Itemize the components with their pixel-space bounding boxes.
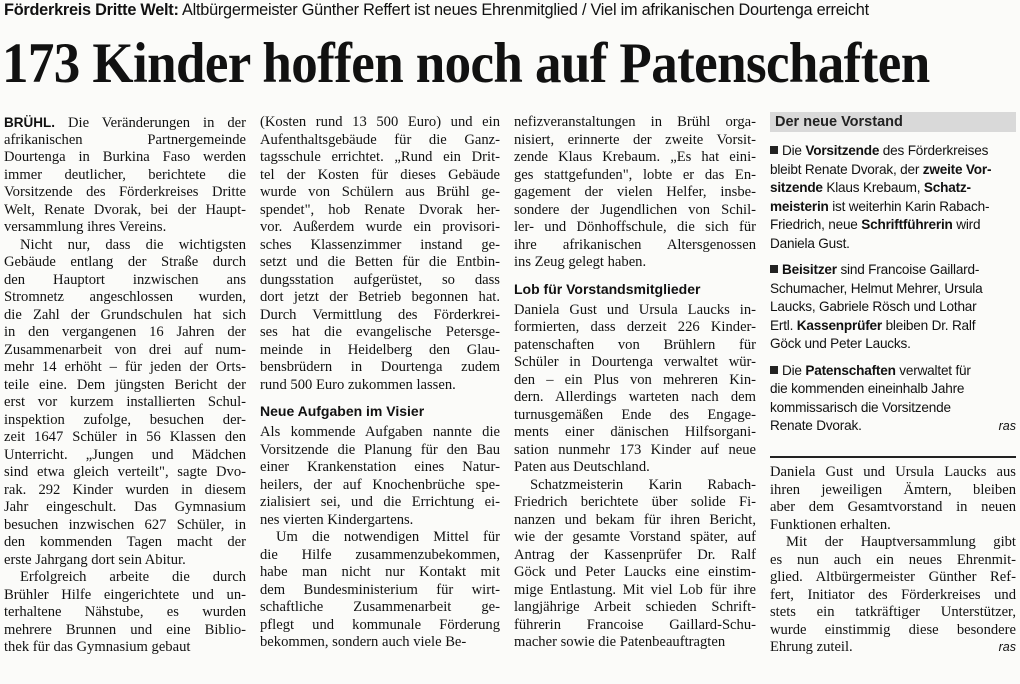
text-fragment: Ehrung zuteil. [770,639,853,655]
text-line: versammlung ihres Vereins. [4,219,167,235]
subheading: Lob für Vorstandsmitglieder [514,280,701,297]
text-line: tel der Kosten für dieses Gebäude [260,166,500,183]
text-fragment: Laucks, Gabriele Rösch und Lothar [770,299,977,314]
text-line: den kommenden Tagen macht der [4,534,246,550]
text-line: dort jetzt der Betrieb begonnen hat. [260,289,500,305]
bold-term: Schriftführerin [861,217,953,232]
info-box-title: Der neue Vorstand [770,112,1016,132]
bold-term: Schatz- [923,180,971,195]
text-line: ihren jeweiligen Ämtern, bleiben [770,481,1016,498]
text-line: pflegt und kommunale Förderung [260,616,500,633]
text-line: formierten, dass derzeit 226 Kinder- [514,319,756,335]
bold-term: sitzende [770,180,823,195]
text-line: stets ein tatkräftiger Unterstützer, [770,604,1016,620]
article-column-3 [514,114,756,680]
text-line: thek für das Gymnasium gebaut [4,639,191,655]
text-line: Friedrich berichtete über solide Fi- [514,494,756,510]
text-line: wurde einstimmig diese besondere [770,621,1016,638]
text-line: zialisiert sei, und die Errichtung ei- [260,494,500,510]
text-line: langjährige Arbeit schieden Schrift- [514,599,756,615]
text-line: rund 500 Euro zukommen lassen. [260,376,456,393]
text-line: rak. 292 Kinder wurden in diesem [4,481,246,498]
info-box-line [770,216,1016,235]
bullet-square-icon [770,366,778,374]
text-line: sondere der Jugendlichen von Schil- [514,201,756,218]
text-fragment: ist weiterhin Karin Rabach- [828,198,990,214]
text-line: Zusammenarbeit von drei auf num- [4,341,246,358]
article-column-2 [260,114,500,680]
info-box-line [770,235,1016,254]
bold-term: zweite Vor- [922,161,992,177]
text-line: wie der gesamte Vorstand später, auf [514,529,756,545]
text-fragment: kommissarisch die Vorsitzende [770,399,951,415]
text-line: ins Zeug gelegt haben. [514,254,647,270]
info-box-line [770,280,1016,299]
text-line: setzt und die Betten für die Entbin- [260,254,500,270]
text-fragment: Göck und Peter Laucks. [770,336,911,351]
dateline: BRÜHL. [4,115,55,130]
info-box-line [770,142,1016,161]
text-fragment: Klaus Krebaum, [822,180,924,195]
text-line: Stromnetz angeschlossen wurden, [4,289,246,305]
text-line: Vorsitzende des Förderkreises Dritte [4,184,246,200]
text-line: den – ein Plus von mehreren Kin- [514,371,756,388]
info-box-line [770,179,1016,198]
text-line: sation nunmehr 173 Kinder auf neue [514,441,756,458]
text-line: wurde von Schülern aus Brühl ge- [260,184,500,200]
text-line: Paten aus Deutschland. [514,459,650,475]
text-line: dern. Allerdings warteten nach dem [514,389,756,405]
text-line: heilers, der auf Knochenbrüche spe- [260,476,500,493]
bullet-square-icon [770,146,778,154]
article-column-1 [4,114,246,680]
text-line: ihre afrikanischen Altersgenossen [514,236,756,253]
author-signature: ras [998,419,1016,433]
text-line: ses hat die evangelische Petersge- [260,324,500,340]
text-line: immer deutlicher, berichtete die [4,166,246,183]
info-box-line [770,417,1016,436]
text-line: fert, Initiator des Förderkreises und [770,586,1016,603]
text-line: zende Klaus Krebaum. „Es hat eini- [514,149,756,165]
text-line: Aufenthaltsgebäude für die Ganz- [260,131,500,148]
text-fragment: Die [782,143,806,158]
info-box-paragraph [770,142,1016,253]
kicker-label: Förderkreis Dritte Welt: [4,1,179,19]
text-line: Gebäude entlang der Straße durch [4,254,246,270]
box-divider [770,456,1016,458]
text-line: macher sowie die Patenbeauftragten [514,634,726,650]
text-line: Daniela Gust und Ursula Laucks aus [770,464,1016,480]
text-line: nefizveranstaltungen in Brühl orga- [514,114,756,130]
text-fragment: Renate Dvorak. [770,418,862,433]
text-line: turnusgemäßen Ende des Engage- [514,406,756,423]
info-box-line [770,298,1016,317]
info-box-paragraph [770,261,1016,354]
text-line: Um die notwendigen Mittel für [276,529,500,545]
bold-term: Patenschaften [805,362,896,378]
text-line: einer Krankenstation eines Natur- [260,459,500,475]
text-line: Unterricht. „Jungen und Mädchen [4,446,246,463]
text-line: teile eine. Dem jüngsten Bericht der [4,376,246,393]
text-line: ler- und Dönhoffschule, die sich für [514,219,756,235]
text-line: Brühler Hilfe eingerichtete und un- [4,586,246,603]
text-fragment: Die Veränderungen in der [55,115,246,131]
text-line: dungsstation aufgerüstet, so dass [260,271,500,288]
text-line: Schatzmeisterin Karin Rabach- [530,476,756,493]
text-fragment: bleiben Dr. Ralf [882,317,976,333]
subheading: Neue Aufgaben im Visier [260,403,425,419]
text-line: zeit 1647 Schüler in 56 Klassen den [4,429,246,445]
text-line: afrikanischen Partnergemeinde [4,131,246,148]
text-line: ges stattgefunden", lobte er das En- [514,166,756,183]
text-line: Welt, Renate Dvorak, bei der Haupt- [4,201,246,218]
text-line: bekommen, sondern auch viele Be- [260,634,467,650]
text-line: bensbrüdern in Dourtenga zudem [260,359,500,375]
bold-term: Beisitzer [782,262,837,277]
text-line [4,114,246,132]
bullet-square-icon [770,265,778,273]
info-box-line [770,399,1016,418]
kicker-line [4,0,1016,20]
info-box-line [770,198,1016,217]
text-line: tagsschule errichtet. „Rund ein Drit- [260,149,500,165]
text-fragment: Ertl. [770,317,797,333]
text-line: Mit der Hauptversammlung gibt [786,534,1016,550]
bold-term: meisterin [770,198,829,214]
text-line: ments einer dänischen Hilfsorgani- [514,424,756,440]
text-line: Nicht nur, dass die wichtigsten [20,236,246,253]
text-line: mige Entlastung. Mit viel Lob für ihre [514,581,756,598]
info-box-line [770,261,1016,280]
text-line: Daniela Gust und Ursula Laucks in- [514,301,756,318]
text-line: meinde in Heidelberg den Glau- [260,341,500,358]
text-line: führerin Francoise Gaillard-Schu- [514,616,756,633]
bold-term: Vorsitzende [805,143,880,158]
text-line: nisiert, erinnerte der zweite Vorsit- [514,131,756,148]
text-line: erste Jahrgang dort sein Abitur. [4,551,186,568]
text-fragment: des Förderkreises [879,143,989,158]
text-line: es nun auch ein neues Ehrenmit- [770,551,1016,568]
text-line: aber dem Gesamtvorstand in neuen [770,499,1016,515]
article-column-4 [770,464,1016,680]
text-line: spendet", hob Renate Dvorak her- [260,201,500,218]
info-box-board [770,112,1016,448]
text-line: patenschaften von Brühlern für [514,336,756,353]
text-line: den Hauptort inzwischen ans [4,271,246,288]
text-line: Jahr eingeschult. Das Gymnasium [4,499,246,515]
text-fragment: Friedrich, neue [770,217,862,232]
info-box-line [770,335,1016,354]
text-line [770,639,1016,657]
text-line: sches Klassenzimmer instand ge- [260,236,500,253]
text-fragment: verwaltet für [895,362,971,378]
info-box-line [770,161,1016,180]
text-line: nes vierten Kindergartens. [260,511,414,528]
kicker-text: Altbürgermeister Günther Reffert ist neues Ehrenmitglied / Viel im afrikanischen Dourtenga erreicht [178,1,869,19]
text-line: gagement der vielen Helfer, insbe- [514,184,756,200]
text-line: die Zahl der Grundschulen hat sich [4,306,246,323]
text-line: terhaltene Nähstube, es wurden [4,604,246,620]
text-line: Göck und Peter Laucks eine einstim- [514,564,756,580]
text-line: mehrere Brunnen und eine Biblio- [4,621,246,638]
text-line: inspektion zufolge, besuchen der- [4,411,246,428]
text-line: habe man nicht nur Kontakt mit [260,564,500,580]
headline: 173 Kinder hoffen noch auf Patenschaften [2,32,930,95]
text-fragment: Schumacher, Helmut Mehrer, Ursula [770,280,983,296]
text-line: die Hilfe zusammenzubekommen, [260,546,500,563]
text-fragment: wird [952,217,981,232]
text-line: vor. Außerdem wurde ein provisori- [260,219,500,235]
info-box-line [770,380,1016,399]
text-line: Dourtenga in Burkina Faso werden [4,149,246,165]
text-fragment: sind Francoise Gaillard- [836,262,980,277]
author-signature: ras [998,640,1016,654]
text-line: Funktionen erhalten. [770,516,891,533]
text-fragment: Daniela Gust. [770,235,850,251]
text-line: glied. Altbürgermeister Günther Ref- [770,569,1016,585]
text-line: Vorsitzende die Planung für den Bau [260,441,500,458]
info-box-line [770,317,1016,336]
text-line: dem Bundesministerium für wirt- [260,581,500,598]
text-line: Antrag der Kassenprüfer Dr. Ralf [514,546,756,563]
text-fragment: Die [782,362,806,378]
text-line: mehr 14 erhöht – für jeden der Orts- [4,359,246,375]
text-line: in den vergangenen 16 Jahren der [4,324,246,340]
text-line: besuchen inzwischen 627 Schüler, in [4,516,246,533]
text-line: Durch Vermittlung des Förderkrei- [260,306,500,323]
text-line: sind etwa gleich verteilt", sagte Dvo- [4,464,246,480]
text-line: Erfolgreich arbeite die durch [20,569,246,585]
text-line: nanzen und bekam für ihren Bericht, [514,511,756,528]
info-box-line [770,362,1016,381]
bold-term: Kassenprüfer [796,317,882,333]
text-line: Schüler in Dourtenga verwaltet wür- [514,354,756,370]
text-line: erst vor kurzem installierten Schul- [4,394,246,410]
text-line: Als kommende Aufgaben nannte die [260,424,500,440]
text-line: (Kosten rund 13 500 Euro) und ein [260,114,500,130]
info-box-paragraph [770,362,1016,436]
text-fragment: bleibt Renate Dvorak, der [770,161,923,177]
text-line: schaftliche Zusammenarbeit ge- [260,599,500,615]
text-fragment: die kommenden eineinhalb Jahre [770,381,965,396]
